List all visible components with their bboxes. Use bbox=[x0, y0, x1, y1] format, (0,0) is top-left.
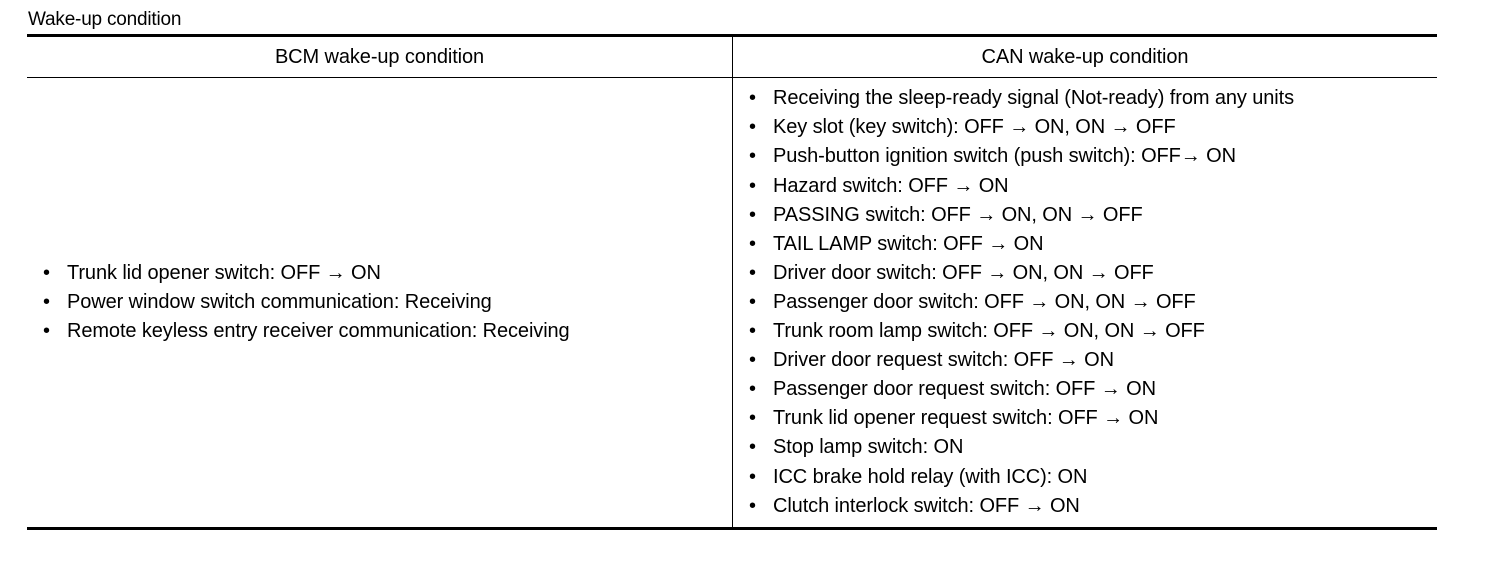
condition-list-item bbox=[27, 317, 732, 346]
condition-list-item bbox=[733, 113, 1437, 142]
condition-text: Power window switch communication: Receiving bbox=[67, 290, 492, 313]
bullet-icon: • bbox=[749, 349, 756, 372]
condition-list-item bbox=[733, 463, 1437, 492]
bullet-icon: • bbox=[749, 290, 756, 313]
condition-text: Stop lamp switch: ON bbox=[773, 436, 964, 459]
condition-list-item bbox=[733, 433, 1437, 462]
condition-list-item bbox=[733, 84, 1437, 113]
wake-up-condition-table bbox=[27, 34, 1437, 530]
condition-text: Passenger door request switch: OFF → ON bbox=[773, 378, 1156, 401]
bullet-icon: • bbox=[749, 320, 756, 343]
condition-text: TAIL LAMP switch: OFF → ON bbox=[773, 232, 1044, 255]
bullet-icon: • bbox=[43, 320, 50, 343]
condition-list-item bbox=[733, 201, 1437, 230]
condition-text: Hazard switch: OFF → ON bbox=[773, 174, 1009, 197]
bullet-icon: • bbox=[749, 87, 756, 110]
condition-text: Push-button ignition switch (push switch): OFF→ ON bbox=[773, 145, 1236, 168]
condition-text: Receiving the sleep-ready signal (Not-ready) from any units bbox=[773, 87, 1295, 110]
condition-text: Trunk lid opener switch: OFF → ON bbox=[67, 261, 381, 284]
condition-text: Driver door request switch: OFF → ON bbox=[773, 349, 1114, 372]
condition-list-item bbox=[733, 317, 1437, 346]
column-header-can: CAN wake-up condition bbox=[981, 45, 1189, 68]
condition-list-item bbox=[733, 404, 1437, 433]
can-conditions-cell bbox=[733, 78, 1437, 527]
condition-list-item bbox=[27, 288, 732, 317]
condition-list-item bbox=[27, 259, 732, 288]
bullet-icon: • bbox=[43, 261, 50, 284]
condition-text: ICC brake hold relay (with ICC): ON bbox=[773, 465, 1088, 488]
condition-list-item bbox=[733, 375, 1437, 404]
condition-list-item bbox=[733, 172, 1437, 201]
bullet-icon: • bbox=[749, 145, 756, 168]
bcm-conditions-list bbox=[27, 259, 732, 346]
bullet-icon: • bbox=[749, 436, 756, 459]
condition-list-item bbox=[733, 230, 1437, 259]
bullet-icon: • bbox=[749, 378, 756, 401]
table-bottom-rule bbox=[27, 527, 1437, 530]
bullet-icon: • bbox=[43, 290, 50, 313]
bcm-conditions-cell bbox=[27, 78, 732, 527]
bullet-icon: • bbox=[749, 407, 756, 430]
condition-text: Clutch interlock switch: OFF → ON bbox=[773, 494, 1080, 517]
condition-text: Key slot (key switch): OFF → ON, ON → OFF bbox=[773, 116, 1176, 139]
bullet-icon: • bbox=[749, 261, 756, 284]
condition-list-item bbox=[733, 346, 1437, 375]
condition-list-item bbox=[733, 492, 1437, 521]
bullet-icon: • bbox=[749, 203, 756, 226]
condition-list-item bbox=[733, 142, 1437, 171]
column-header-bcm: BCM wake-up condition bbox=[274, 45, 485, 68]
bullet-icon: • bbox=[749, 174, 756, 197]
condition-text: Trunk lid opener request switch: OFF → ON bbox=[773, 407, 1159, 430]
bullet-icon: • bbox=[749, 494, 756, 517]
bullet-icon: • bbox=[749, 465, 756, 488]
can-conditions-list bbox=[733, 84, 1437, 520]
bullet-icon: • bbox=[749, 232, 756, 255]
condition-text: Trunk room lamp switch: OFF → ON, ON → OFF bbox=[773, 320, 1205, 343]
condition-list-item bbox=[733, 259, 1437, 288]
condition-text: Driver door switch: OFF → ON, ON → OFF bbox=[773, 261, 1154, 284]
bullet-icon: • bbox=[749, 116, 756, 139]
condition-text: PASSING switch: OFF → ON, ON → OFF bbox=[773, 203, 1143, 226]
condition-text: Remote keyless entry receiver communication: Receiving bbox=[67, 320, 570, 343]
table-caption: Wake-up condition bbox=[28, 9, 182, 30]
condition-text: Passenger door switch: OFF → ON, ON → OFF bbox=[773, 290, 1196, 313]
condition-list-item bbox=[733, 288, 1437, 317]
